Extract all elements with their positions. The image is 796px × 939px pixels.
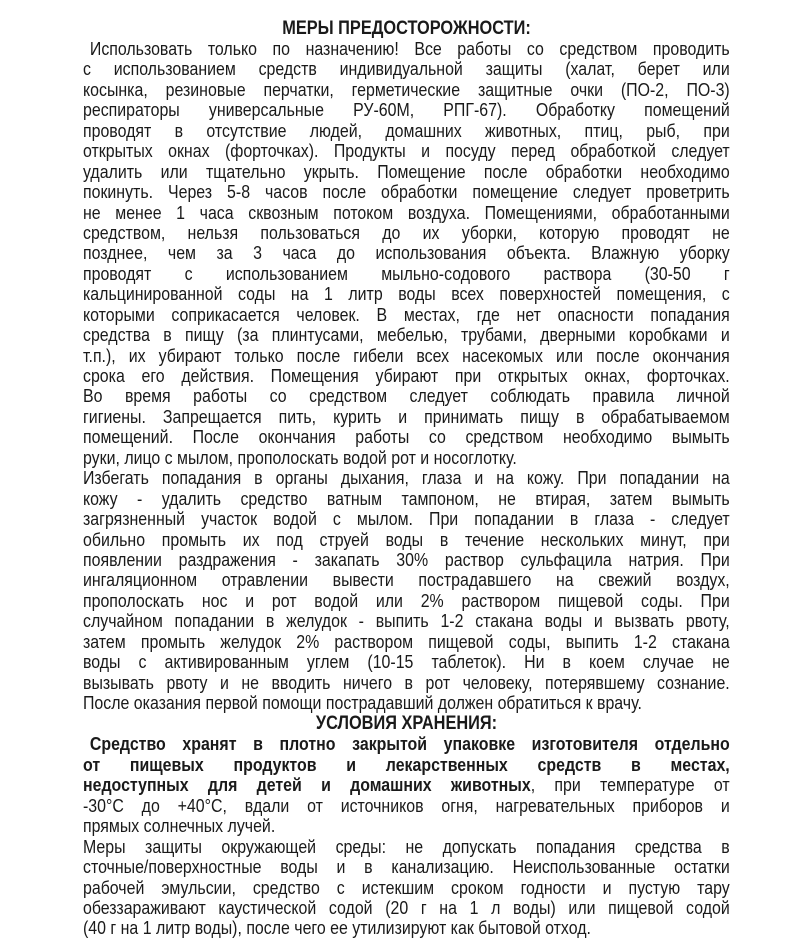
text-line: прямых солнечных лучей.: [83, 815, 276, 837]
text-line: затем промыть желудок 2% раствором пищевой соды, выпить 1-2 стакана: [83, 630, 730, 652]
text-line: обильно промыть их под струей воды в течение нескольких минут, при: [83, 528, 730, 550]
text-line: проводят в отсутствие людей, домашних животных, птиц, рыб, при: [83, 119, 730, 141]
text-line: косынка, резиновые перчатки, герметические защитные очки (ПО-2, ПО-3): [83, 78, 730, 100]
text-line: (40 г на 1 литр воды), после чего ее утилизируют как бытовой отход.: [83, 917, 591, 939]
text-line: вызывать рвоту и не вводить ничего в рот человеку, потерявшему сознание.: [83, 671, 730, 693]
text-line: воды с активированным углем (10-15 таблеток). Ни в коем случае не: [83, 651, 730, 673]
text-line: ингаляционном отравлении вывести пострадавшего на свежий воздух,: [83, 569, 730, 591]
text-line: Средство хранят в плотно закрытой упаковке изготовителя отдельно: [89, 733, 730, 755]
text-line: открытых окнах (форточках). Продукты и посуду перед обработкой следует: [83, 140, 730, 162]
text-line: прополоскать нос и рот водой или 2% раствором пищевой соды. При: [83, 589, 730, 611]
text-line: т.п.), их убирают только после гибели всех насекомых или после окончания: [83, 344, 730, 366]
text-line: помещений. После окончания работы со средством необходимо вымыть: [83, 426, 730, 448]
text-line: удалить или тщательно укрыть. Помещение после обработки необходимо: [83, 160, 730, 182]
text-line: Избегать попадания в органы дыхания, глаза и на кожу. При попадании на: [83, 467, 730, 489]
text-line: средства в пищу (за плинтусами, мебелью, трубами, дверными коробками и: [83, 324, 730, 346]
text-line: позднее, чем за 3 часа до использования объекта. Влажную уборку: [83, 242, 730, 264]
text-line: покинуть. Через 5-8 часов после обработки помещение следует проветрить: [83, 181, 730, 203]
text-line: Во время работы со средством следует соблюдать правила личной: [83, 385, 730, 407]
text-line: кожу - удалить средство ватным тампоном, не втирая, затем вымыть: [83, 487, 730, 509]
text-line: -30°С до +40°С, вдали от источников огня, нагревательных приборов и: [83, 794, 730, 816]
environment-paragraph: [83, 837, 730, 939]
text-line: средством, нельзя пользоваться до их уборки, которую проводят не: [83, 221, 730, 243]
text-line: После оказания первой помощи пострадавший должен обратиться к врачу.: [83, 692, 642, 713]
instruction-document: [83, 18, 730, 939]
storage-heading: УСЛОВИЯ ХРАНЕНИЯ:: [315, 713, 498, 735]
text-line: сточные/поверхностные воды и в канализацию. Неиспользованные остатки: [83, 856, 730, 878]
text-line: рабочей эмульсии, средство с истекшим сроком годности и пустую тару: [83, 876, 730, 898]
text-line: респираторы универсальные РУ-60М, РПГ-67). Обработку помещений: [83, 99, 730, 121]
first-aid-paragraph: [83, 468, 730, 713]
text-line: кальцинированной соды на 1 литр воды всех поверхностей помещения, с: [83, 283, 730, 305]
storage-emphasis: недоступных для детей и домашних животных: [83, 774, 531, 796]
text-line: с использованием средств индивидуальной защиты (халат, берет или: [83, 58, 730, 80]
text-line: срока его действия. Помещения убирают при открытых окнах, форточках.: [83, 365, 730, 386]
text-line: руки, лицо с мылом, прополоскать водой рот и носоглотку.: [83, 446, 517, 468]
text-line: обеззараживают каустической содой (20 г на 1 л воды) или пищевой содой: [83, 896, 730, 918]
text-line: гигиены. Запрещается пить, курить и принимать пищу в обрабатываемом: [83, 405, 730, 427]
text-line: загрязненный участок водой с мылом. При попадании в глаза - следует: [83, 508, 730, 530]
text-line: от пищевых продуктов и лекарственных средств в местах,: [83, 753, 730, 775]
text-line: недоступных для детей и домашних животных, при температуре от: [83, 774, 730, 796]
text-line: Меры защиты окружающей среды: не допускать попадания средства в: [83, 835, 730, 857]
text-line: проводят с использованием мыльно-содового раствора (30-50 г: [83, 262, 730, 284]
text-line: случайном попадании в желудок - выпить 1-2 стакана воды и вызвать рвоту,: [83, 610, 730, 632]
text-line: которыми соприкасается человек. В местах, где нет опасности попадания: [83, 303, 730, 325]
precautions-paragraph-1: [83, 39, 730, 468]
text-line: появлении раздражения - закапать 30% раствор сульфацила натрия. При: [83, 548, 730, 570]
text-line: не менее 1 часа сквозным потоком воздуха. Помещениями, обработанными: [83, 201, 730, 223]
text-line: Использовать только по назначению! Все работы со средством проводить: [89, 38, 730, 59]
storage-paragraph: [83, 734, 730, 836]
precautions-heading: МЕРЫ ПРЕДОСТОРОЖНОСТИ:: [282, 18, 531, 39]
